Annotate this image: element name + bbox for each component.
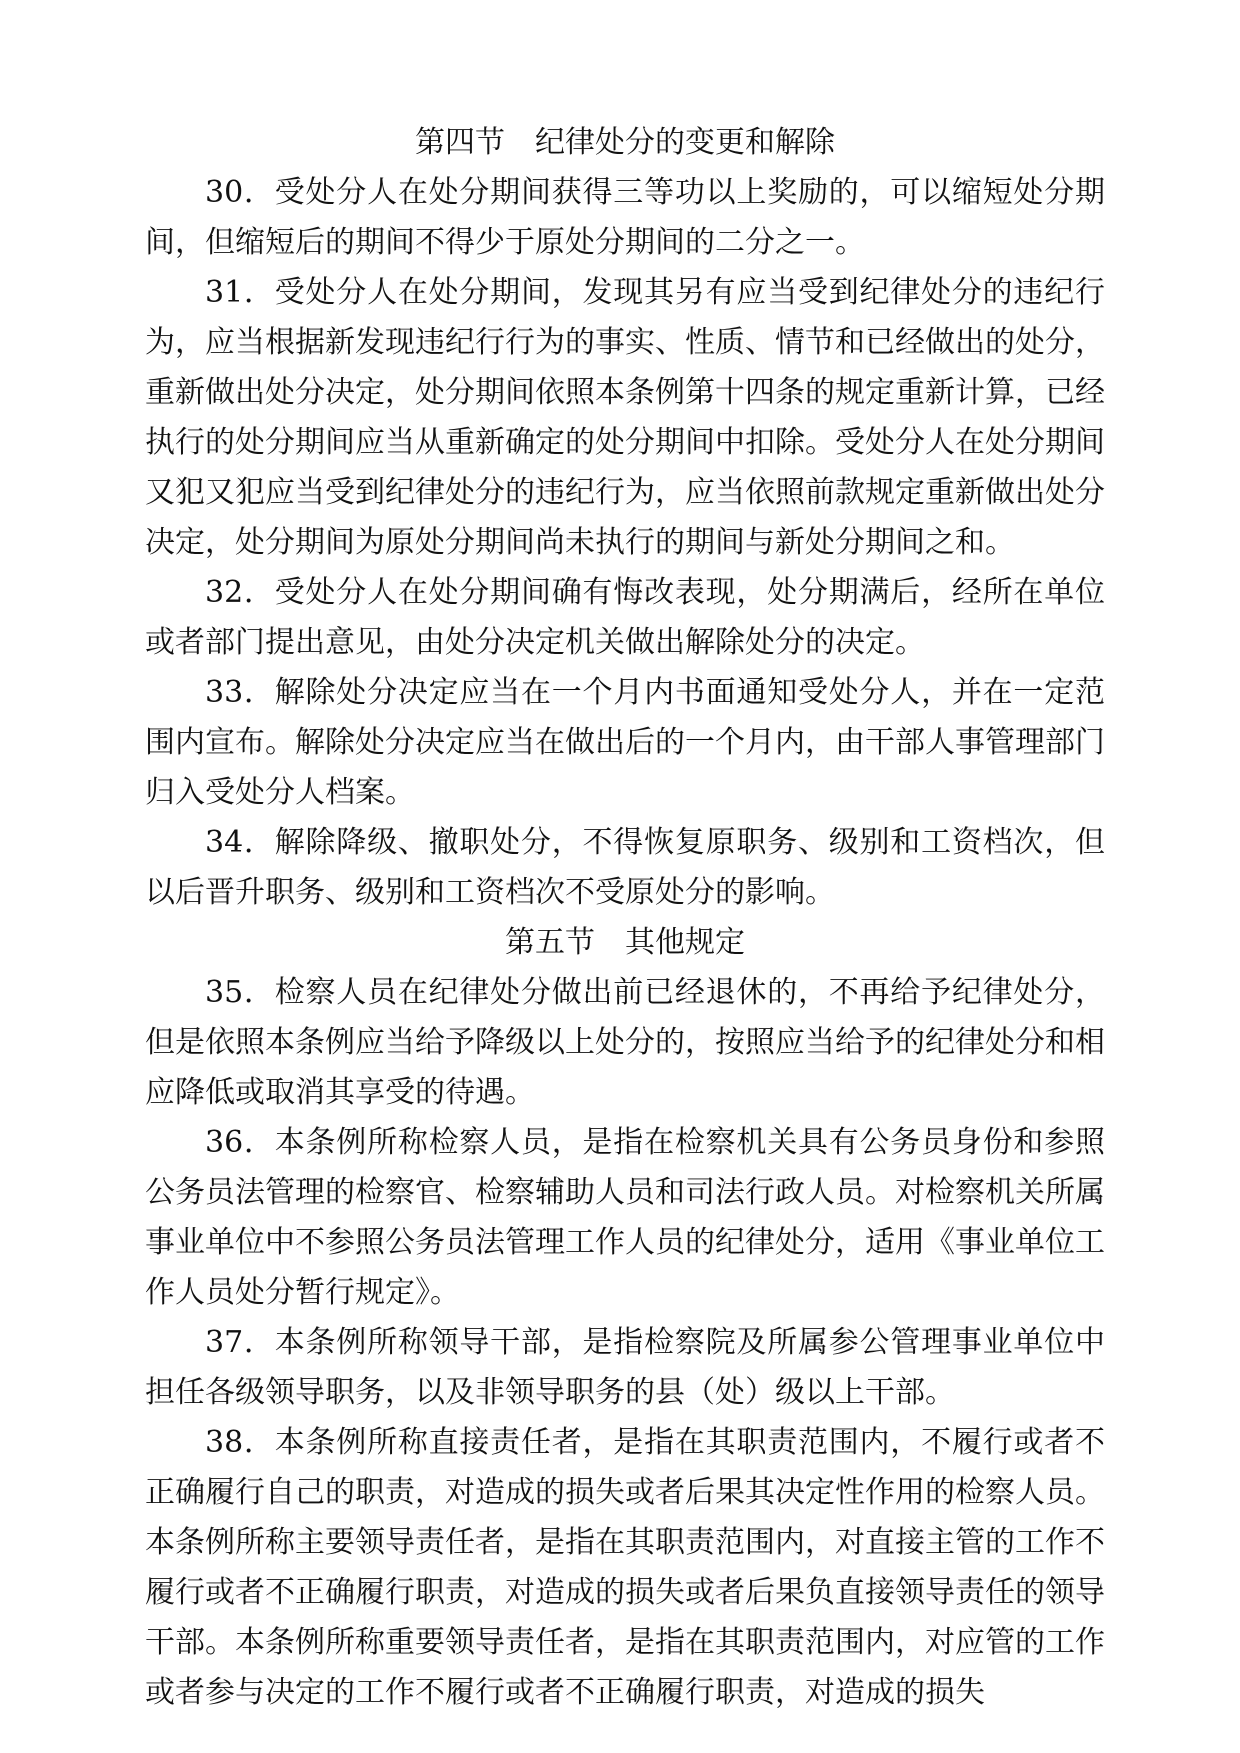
section-heading-4: 第四节 纪律处分的变更和解除 bbox=[415, 125, 835, 160]
article-34: 34．解除降级、撤职处分，不得恢复原职务、级别和工资档次，但以后晋升职务、级别和工资档次不受原处分的影响。 bbox=[145, 825, 1105, 910]
article-36: 36．本条例所称检察人员，是指在检察机关具有公务员身份和参照公务员法管理的检察官、检察辅助人员和司法行政人员。对检察机关所属事业单位中不参照公务员法管理工作人员的纪律处分，适用《事业单位工作人员处分暂行规定》。 bbox=[145, 1125, 1105, 1310]
article-38: 38．本条例所称直接责任者，是指在其职责范围内，不履行或者不正确履行自己的职责，对造成的损失或者后果其决定性作用的检察人员。本条例所称主要领导责任者，是指在其职责范围内，对直接主管的工作不履行或者不正确履行职责，对造成的损失或者后果负直接领导责任的领导干部。本条例所称重要领导责任者，是指在其职责范围内，对应管的工作或者参与决定的工作不履行或者不正确履行职责，对造成的损失 bbox=[145, 1425, 1105, 1710]
article-33: 33．解除处分决定应当在一个月内书面通知受处分人，并在一定范围内宣布。解除处分决定应当在做出后的一个月内，由干部人事管理部门归入受处分人档案。 bbox=[145, 675, 1105, 810]
article-35: 35．检察人员在纪律处分做出前已经退休的，不再给予纪律处分，但是依照本条例应当给予降级以上处分的，按照应当给予的纪律处分和相应降低或取消其享受的待遇。 bbox=[145, 975, 1105, 1110]
article-31: 31．受处分人在处分期间，发现其另有应当受到纪律处分的违纪行为，应当根据新发现违纪行行为的事实、性质、情节和已经做出的处分，重新做出处分决定，处分期间依照本条例第十四条的规定重新计算，已经执行的处分期间应当从重新确定的处分期间中扣除。受处分人在处分期间又犯又犯应当受到纪律处分的违纪行为，应当依照前款规定重新做出处分决定，处分期间为原处分期间尚未执行的期间与新处分期间之和。 bbox=[145, 275, 1105, 560]
article-37: 37．本条例所称领导干部，是指检察院及所属参公管理事业单位中担任各级领导职务，以及非领导职务的县（处）级以上干部。 bbox=[145, 1325, 1105, 1410]
document-page bbox=[145, 118, 1105, 1718]
article-30: 30．受处分人在处分期间获得三等功以上奖励的，可以缩短处分期间，但缩短后的期间不得少于原处分期间的二分之一。 bbox=[145, 175, 1105, 260]
section-heading-5: 第五节 其他规定 bbox=[505, 925, 745, 960]
article-32: 32．受处分人在处分期间确有悔改表现，处分期满后，经所在单位或者部门提出意见，由处分决定机关做出解除处分的决定。 bbox=[145, 575, 1105, 660]
